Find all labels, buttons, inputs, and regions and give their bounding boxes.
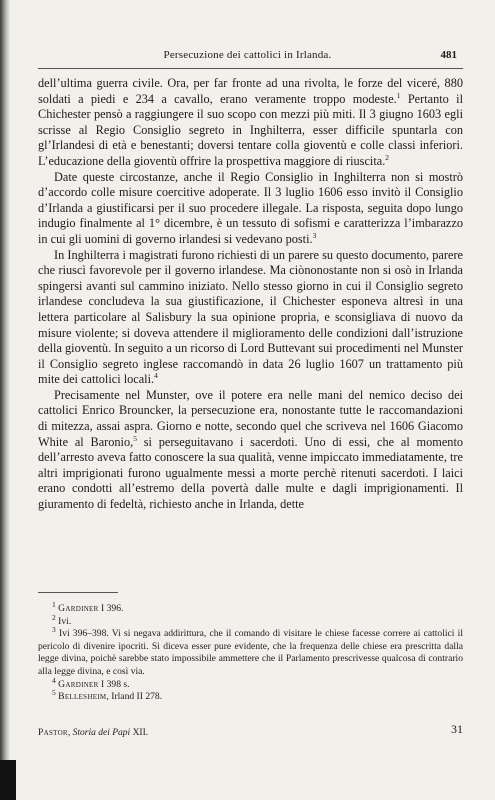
paragraph	[38, 388, 463, 513]
footer-author: Pastor	[38, 728, 68, 738]
signature-line: Pastor, Storia dei Papi XII.	[38, 728, 149, 738]
footnote	[38, 612, 463, 629]
page-number: 481	[440, 49, 457, 61]
footnote	[38, 599, 463, 616]
paragraph-text: si perseguitavano i sacerdoti. Uno di essi, che al momento dell’arresto aveva fatto conoscere la sua qualità, venne impiccato immediatamente, tre altri imprigionati furono ugualmente messi a morte perchè ritenuti sacerdoti. I laici erano condotti all’estremo della povertà dalle multe e dagli imprigionamenti. Il giuramento di fedeltà, richiesto anche in Irlanda, dette	[38, 434, 464, 512]
footnotes	[38, 599, 463, 704]
footnote	[38, 675, 463, 692]
footnote-text: , Irland II 278.	[106, 691, 163, 703]
paragraph-text: Pertanto il Chichester pensò a raggiungere il suo scopo con mezzi più miti. Il 3 giugno 1603 egli scrisse al Regio Consiglio segreto in Inghilterra, esser difficile spuntarla con gl’Irlandesi di età e benestanti; doversi tentare colla gioventù e colle classi inferiori. L’educazione della gioventù offrire la prospettiva maggiore di riuscita.	[38, 91, 463, 168]
running-head: Persecuzione dei cattolici in Irlanda.	[163, 49, 332, 61]
footnote-text: Ivi.	[58, 615, 72, 627]
footnote-text: I 396.	[98, 603, 124, 614]
page-footer	[38, 722, 463, 738]
footnote-author: Gardiner	[58, 603, 99, 614]
page-header	[28, 49, 467, 67]
header-rule	[38, 68, 463, 69]
scan-edge-shadow	[0, 760, 16, 800]
footnote-text: Ivi 396–398. Vi si negava addirittura, che il comando di visitare le chiese facesse correre ai cattolici il pericolo di divenire ipocriti. Si diceva esser pure evidente, che la frequenza delle chiese era prescritta dalla legge divina, poichè sarebbe stato impossibile ammettere che il Parlamento prescrivesse qualcosa di contrario alla legge divina, e così via.	[38, 628, 463, 677]
signature-number: 31	[451, 722, 463, 736]
footnote-number: 1	[52, 599, 56, 609]
paragraph	[38, 76, 463, 170]
footnote-ref: 5	[133, 433, 137, 443]
footnote	[38, 687, 463, 704]
paragraph	[38, 170, 463, 248]
footnote-author: Bellesheim	[58, 691, 107, 703]
footnote-number: 3	[52, 625, 56, 634]
footnote-number: 4	[52, 675, 56, 685]
paragraph-text: Date queste circostanze, anche il Regio Consiglio in Inghilterra non si mostrò d’accordo colle misure coercitive adoperate. Il 3 luglio 1606 esso invitò il Consiglio d’Irlanda a giustificarsi per il suo procedere illegale. La risposta, seguita dopo lungo indugio finalmente al 1° dicembre, è un tessuto di sofismi e caratterizza l’imbarazzo in cui gli uomini di governo irlandesi si vedevano posti.	[38, 169, 463, 246]
page-gutter-shadow	[0, 0, 10, 800]
paragraph-text: Precisamente nel Munster, ove il potere era nelle mani del nemico deciso dei cattolici Enrico Brouncker, la persecuzione era, nonostante tutte le raccomandazioni di mitezza, assai aspra. Giorno e notte, secondo quel che scriveva nel 1606 Giacomo White al Baronio,	[38, 387, 463, 449]
footnote-text: I 398 s.	[98, 678, 130, 690]
footnote-ref: 4	[154, 371, 158, 381]
footnote-ref: 3	[312, 230, 317, 240]
footnote	[38, 625, 463, 678]
footnote-number: 5	[52, 687, 56, 697]
paragraph-text: In Inghilterra i magistrati furono richiesti di un parere su questo documento, parere che riuscì favorevole per il governo irlandese. Ma ciònonostante non si osò in Irlanda spingersi avanti sul cammino iniziato. Nello stesso giorno in cui il Consiglio segreto irlandese concludeva la sua giustificazione, il Chichester esponeva altresì in una lettera particolare al Salisbury la sua opinione propria, e sconsigliava di nuovo da misure violente; si doveva attendere il miglioramento delle condizioni dall’istruzione della gioventù. In seguito a un ricorso di Lord Buttevant sui procedimenti nel Munster il Consiglio segreto inglese raccomandò in data 26 luglio 1607 un trattamento più mite dei cattolici locali.	[38, 247, 463, 387]
paragraph	[38, 248, 463, 388]
footnote-ref: 1	[396, 90, 401, 100]
footnote-ref: 2	[385, 152, 390, 162]
paragraph-text: dell’ultima guerra civile. Ora, per far fronte ad una rivolta, le forze del viceré, 880 soldati a piedi e 234 a cavallo, erano veramente troppo modeste.	[38, 76, 463, 106]
footer-title: Storia dei Papi	[72, 728, 131, 738]
footer-volume: XII.	[132, 728, 149, 738]
footnote-rule	[38, 592, 118, 593]
body-text	[38, 76, 463, 513]
footnote-number: 2	[52, 612, 56, 622]
footnote-author: Gardiner	[58, 678, 99, 690]
